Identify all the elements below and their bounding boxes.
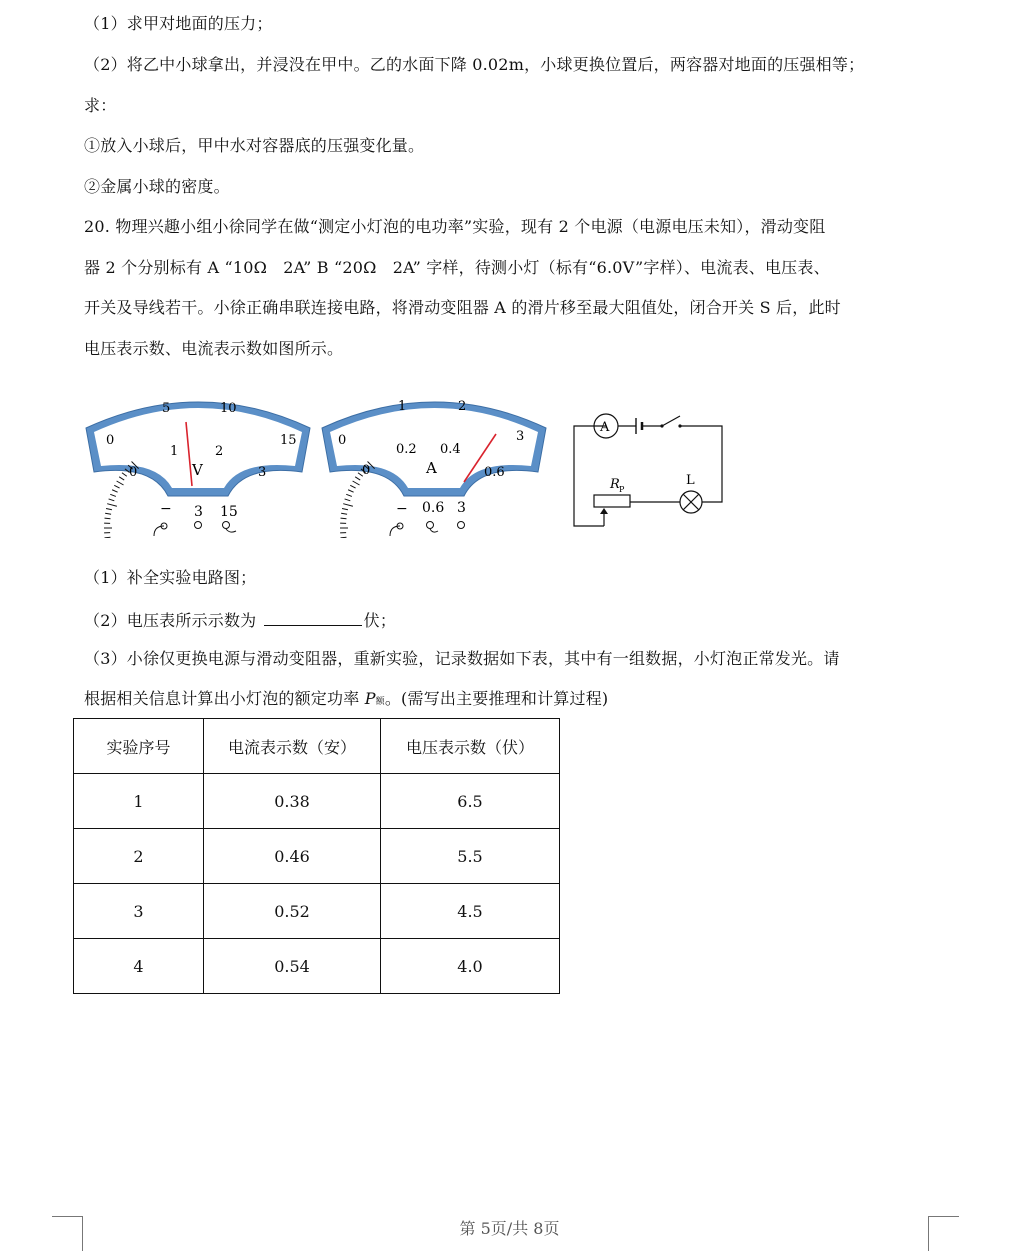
ammeter-lower-tick: 0 bbox=[362, 463, 371, 478]
question-20-part3-cont bbox=[84, 689, 608, 712]
ammeter-upper-tick: 3 bbox=[516, 429, 525, 444]
meters-and-circuit-figure bbox=[84, 378, 734, 538]
experiment-data-table bbox=[73, 718, 560, 994]
rated-power-subscript: 额 bbox=[375, 697, 385, 707]
table-cell: 4.0 bbox=[381, 939, 560, 994]
ammeter-terminal-label: 0.6 bbox=[422, 500, 445, 516]
scale-tick bbox=[353, 481, 360, 485]
question-20-stem-3: 开关及导线若干。小徐正确串联连接电路，将滑动变阻器 A 的滑片移至最大阻值处，闭合开关 S 后，此时 bbox=[84, 298, 841, 317]
scale-tick bbox=[348, 490, 353, 492]
page-footer: 第 5页/共 8页 bbox=[459, 1219, 560, 1238]
scale-tick bbox=[107, 504, 117, 507]
scale-tick bbox=[341, 518, 347, 519]
table-header-cell: 实验序号 bbox=[74, 719, 204, 774]
voltmeter-lower-tick: 0 bbox=[129, 465, 138, 480]
scale-tick bbox=[350, 485, 355, 488]
scale-tick bbox=[122, 473, 127, 477]
ammeter-lower-tick: 0.4 bbox=[440, 442, 461, 457]
table-cell: 2 bbox=[74, 829, 204, 884]
table-cell: 0.46 bbox=[204, 829, 381, 884]
table-header-cell: 电压表示数（伏） bbox=[381, 719, 560, 774]
switch-symbol bbox=[662, 416, 680, 426]
rheostat-subscript: P bbox=[619, 485, 625, 494]
part3-text: 根据相关信息计算出小灯泡的额定功率 bbox=[84, 689, 365, 708]
scale-tick bbox=[112, 490, 117, 492]
voltmeter-terminal-label: − bbox=[160, 501, 172, 517]
question-19-ask: 求： bbox=[84, 96, 117, 115]
table-cell: 6.5 bbox=[381, 774, 560, 829]
scale-tick bbox=[119, 477, 124, 480]
scale-tick bbox=[355, 477, 360, 480]
question-19-sub2: ②金属小球的密度。 bbox=[84, 177, 230, 196]
question-20-part2 bbox=[84, 609, 396, 631]
ammeter-unit: A bbox=[426, 459, 437, 477]
scale-tick bbox=[346, 494, 352, 496]
table-cell: 3 bbox=[74, 884, 204, 939]
ammeter-terminal-label: − bbox=[396, 501, 408, 517]
ammeter-upper-tick: 1 bbox=[398, 399, 407, 414]
voltmeter-upper-tick: 15 bbox=[280, 433, 297, 448]
rheostat-label: R bbox=[610, 477, 620, 492]
scale-tick bbox=[114, 485, 119, 488]
table-cell: 5.5 bbox=[381, 829, 560, 884]
voltmeter-lower-tick: 2 bbox=[215, 444, 224, 459]
question-20-stem-2: 器 2 个分别标有 A “10Ω 2A” B “20Ω 2A” 字样，待测小灯（标有“6.0V”字样）、电流表、电压表、 bbox=[84, 258, 830, 277]
voltmeter-terminal-label: 3 bbox=[194, 504, 203, 520]
ammeter-upper-tick: 0 bbox=[338, 433, 347, 448]
scale-tick bbox=[105, 537, 111, 538]
scale-tick bbox=[345, 499, 351, 501]
table-cell: 0.52 bbox=[204, 884, 381, 939]
question-19-sub1: ①放入小球后，甲中水对容器底的压强变化量。 bbox=[84, 136, 425, 155]
ammeter-lower-tick: 0.6 bbox=[484, 465, 505, 480]
scale-tick bbox=[105, 513, 111, 514]
scale-tick bbox=[105, 518, 111, 519]
lamp-label: L bbox=[686, 473, 695, 488]
scale-tick bbox=[343, 504, 353, 507]
circuit-diagram bbox=[574, 414, 722, 526]
scale-tick bbox=[342, 508, 348, 509]
question-19-part2: （2）将乙中小球拿出，并浸没在甲中。乙的水面下降 0.02m，小球更换位置后，两容器对地面的压强相等； bbox=[84, 55, 865, 74]
ammeter-upper-tick: 2 bbox=[458, 399, 467, 414]
voltmeter-lower-tick: 3 bbox=[258, 465, 267, 480]
table-row bbox=[74, 884, 560, 939]
rated-power-symbol: P bbox=[364, 689, 376, 708]
voltmeter-upper-tick: 5 bbox=[162, 401, 171, 416]
table-row bbox=[74, 939, 560, 994]
circuit-ammeter-label: A bbox=[600, 420, 610, 435]
voltmeter-terminal-label: 15 bbox=[220, 504, 238, 520]
voltmeter-upper-tick: 0 bbox=[106, 433, 115, 448]
table-cell: 0.38 bbox=[204, 774, 381, 829]
part2-unit: 伏； bbox=[363, 611, 397, 630]
scale-tick bbox=[341, 537, 347, 538]
ammeter bbox=[322, 399, 546, 538]
table-row bbox=[74, 829, 560, 884]
question-20-part3: （3）小徐仅更换电源与滑动变阻器，重新实验，记录数据如下表，其中有一组数据，小灯泡正常发光。请 bbox=[84, 649, 840, 668]
voltmeter-lower-tick: 1 bbox=[170, 444, 179, 459]
scale-tick bbox=[110, 494, 116, 496]
table-cell: 4 bbox=[74, 939, 204, 994]
voltmeter-upper-tick: 10 bbox=[220, 401, 237, 416]
scale-tick bbox=[117, 481, 124, 485]
ammeter-lower-tick: 0.2 bbox=[396, 442, 417, 457]
scale-tick bbox=[341, 513, 347, 514]
table-cell: 4.5 bbox=[381, 884, 560, 939]
scale-tick bbox=[109, 499, 115, 501]
question-20-part1: （1）补全实验电路图； bbox=[84, 568, 257, 587]
rheostat-symbol bbox=[594, 495, 630, 507]
voltmeter bbox=[86, 401, 310, 538]
voltmeter-unit: V bbox=[192, 461, 203, 479]
answer-blank[interactable] bbox=[264, 609, 362, 626]
table-header-cell: 电流表示数（安） bbox=[204, 719, 381, 774]
question-20-stem-1: 20. 物理兴趣小组小徐同学在做“测定小灯泡的电功率”实验，现有 2 个电源（电源电压未知），滑动变阻 bbox=[84, 217, 826, 236]
table-row bbox=[74, 774, 560, 829]
table-cell: 1 bbox=[74, 774, 204, 829]
part2-text: （2）电压表所示示数为 bbox=[84, 611, 262, 630]
question-20-stem-4: 电压表示数、电流表示数如图所示。 bbox=[84, 339, 344, 358]
question-19-part1: （1）求甲对地面的压力； bbox=[84, 14, 273, 33]
ammeter-terminal-label: 3 bbox=[457, 500, 466, 516]
table-header-row bbox=[74, 719, 560, 774]
table-cell: 0.54 bbox=[204, 939, 381, 994]
part3-note: 。(需写出主要推理和计算过程) bbox=[384, 689, 609, 708]
scale-tick bbox=[106, 508, 112, 509]
